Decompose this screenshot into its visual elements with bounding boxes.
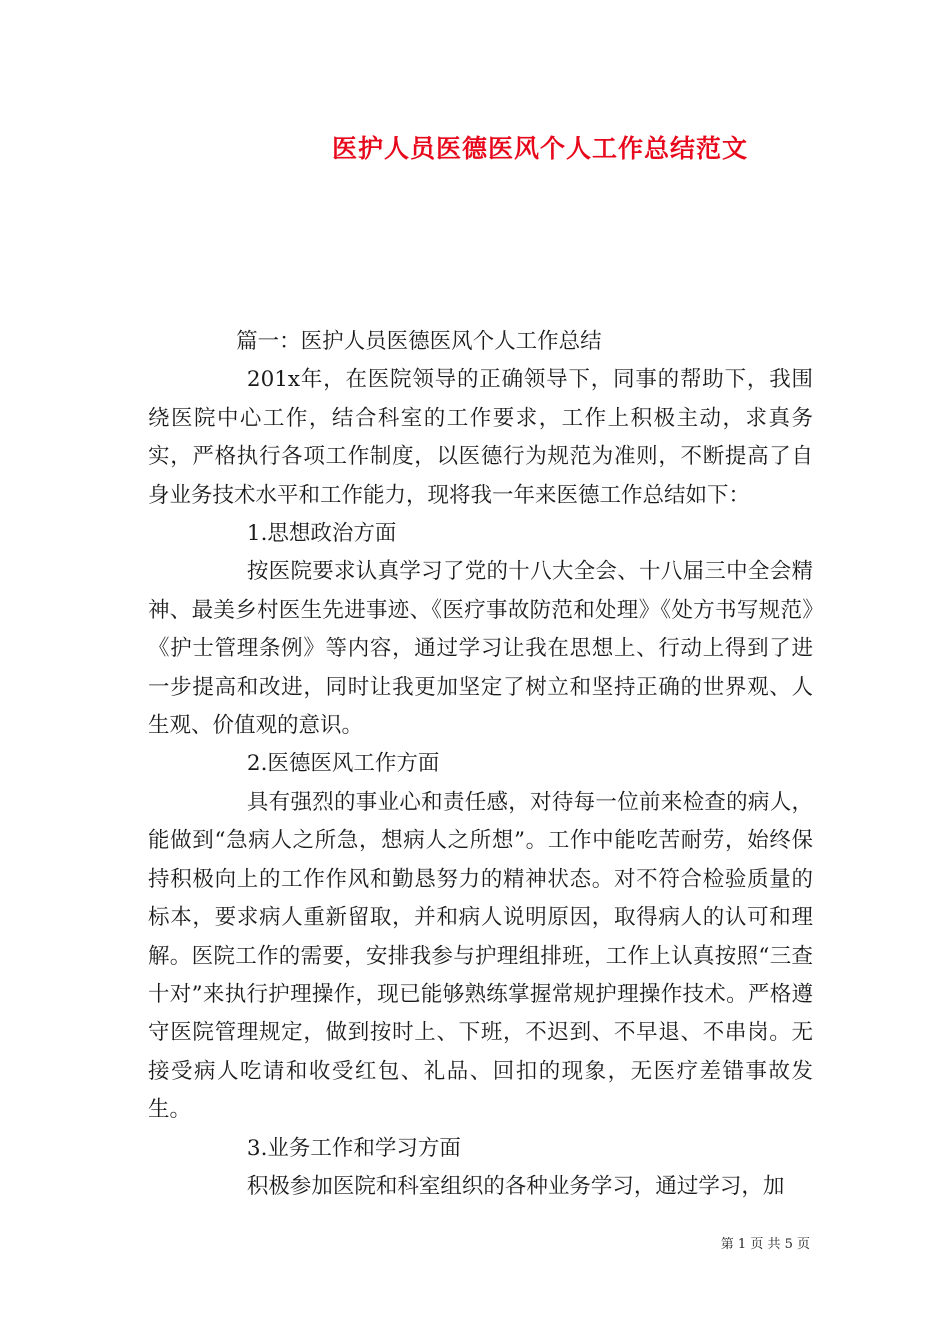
- section-heading: 3.业务工作和学习方面: [246, 1135, 461, 1161]
- part-heading: 篇一：医护人员医德医风个人工作总结: [236, 329, 602, 354]
- body-paragraph: 按医院要求认真学习了党的十八大全会、十八届三中全会精神、最美乡村医生先进事迹、《医疗事故防范和处理》《处方书写规范》《护士管理条例》等内容，通过学习让我在思想上、行动上得到了进一步提高和改进，同时让我更加坚定了树立和坚持正确的世界观、人生观、价值观的意识。: [148, 559, 813, 739]
- section-heading: 2.医德医风工作方面: [246, 751, 440, 777]
- body-paragraph: 201x年，在医院领导的正确领导下，同事的帮助下，我围绕医院中心工作，结合科室的工作要求，工作上积极主动，求真务实，严格执行各项工作制度，以医德行为规范为准则，不断提高了自身业务技术水平和工作能力，现将我一年来医德工作总结如下：: [148, 367, 813, 508]
- document-title: 医护人员医德医风个人工作总结范文: [331, 134, 748, 163]
- document-body: [148, 323, 813, 1206]
- body-paragraph: 具有强烈的事业心和责任感，对待每一位前来检查的病人，能做到“急病人之所急，想病人之所想”。工作中能吃苦耐劳，始终保持积极向上的工作作风和勤恳努力的精神状态。对不符合检验质量的标本，要求病人重新留取，并和病人说明原因，取得病人的认可和理解。医院工作的需要，安排我参与护理组排班，工作上认真按照“三查十对”来执行护理操作，现已能够熟练掌握常规护理操作技术。严格遵守医院管理规定，做到按时上、下班，不迟到、不早退、不串岗。无接受病人吃请和收受红包、礼品、回扣的现象，无医疗差错事故发生。: [148, 789, 813, 1123]
- page-number: 第 1 页 共 5 页: [720, 1237, 810, 1252]
- body-paragraph: 积极参加医院和科室组织的各种业务学习，通过学习，加: [246, 1173, 785, 1199]
- section-heading: 1.思想政治方面: [246, 521, 397, 547]
